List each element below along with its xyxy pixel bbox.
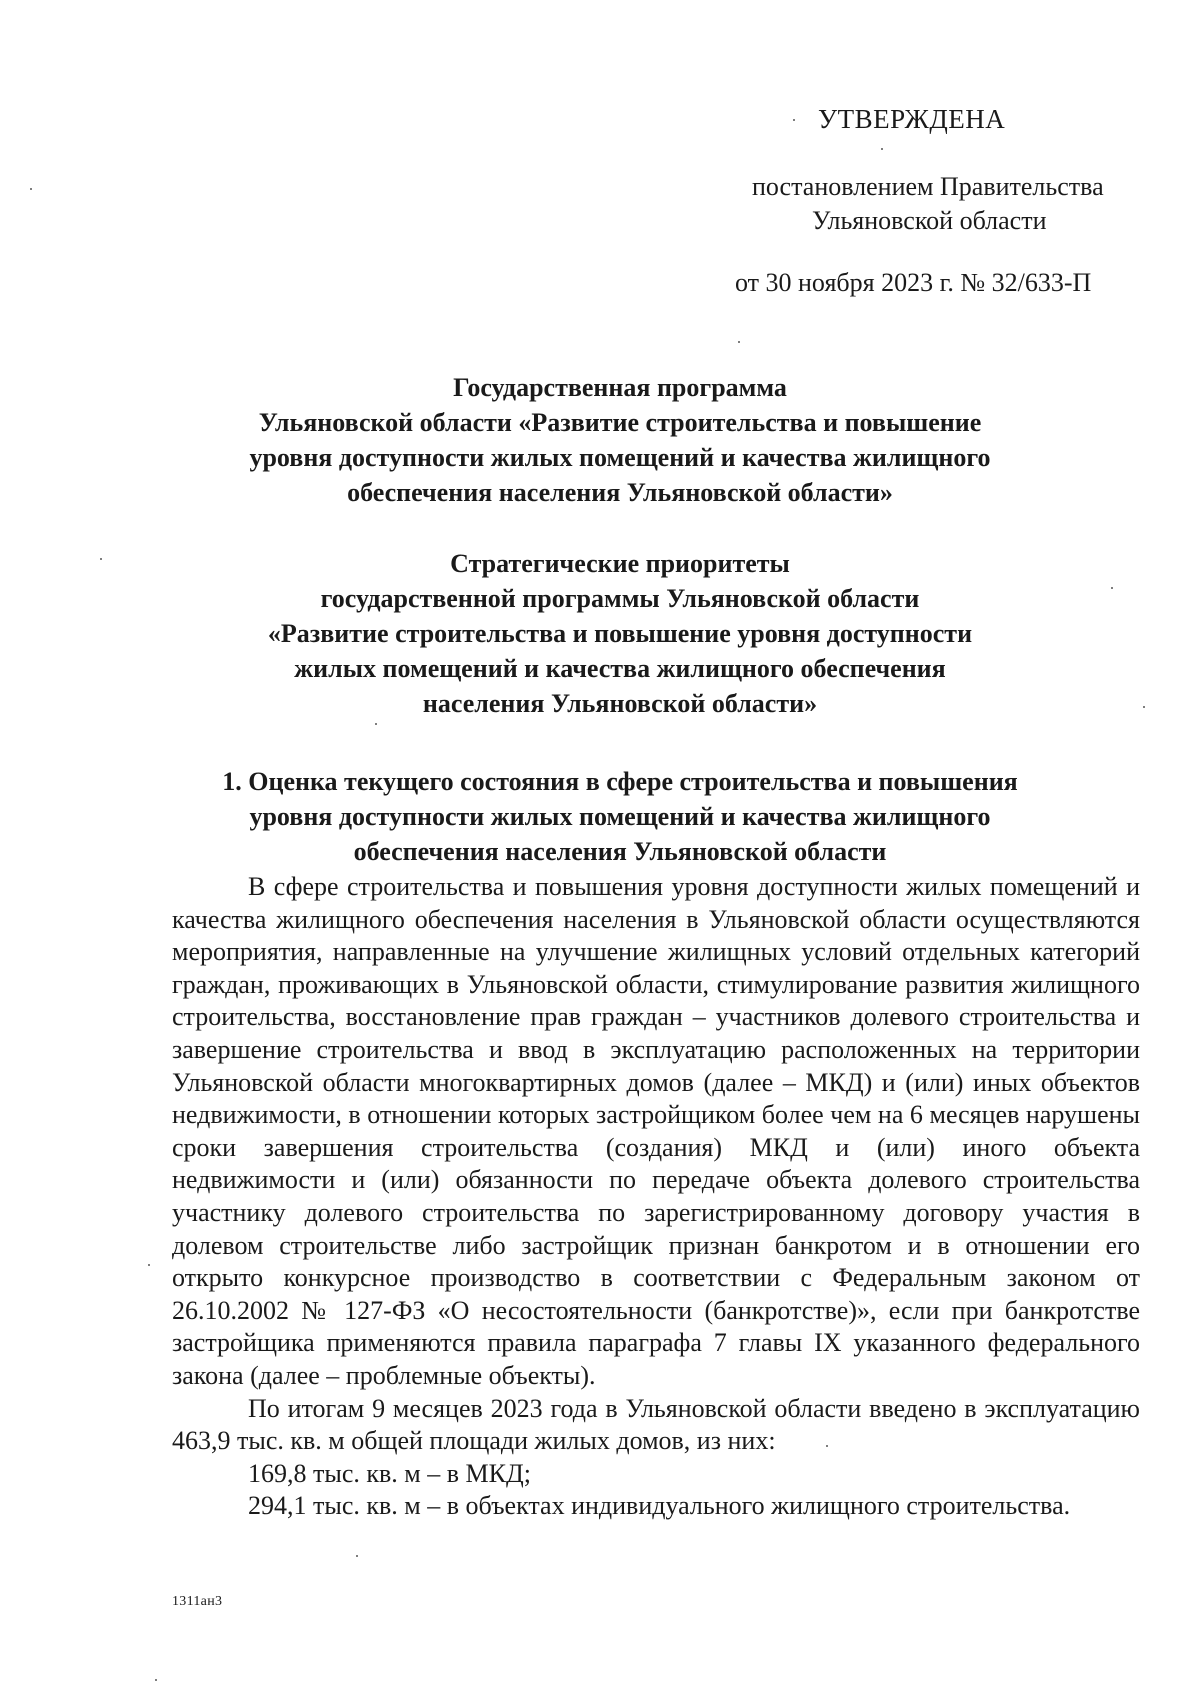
priorities-title-line: «Развитие строительства и повышение уровня доступности <box>267 619 973 648</box>
document-headings <box>150 370 1090 869</box>
list-item-individual: 294,1 тыс. кв. м – в объектах индивидуального жилищного строительства. <box>248 1491 1071 1521</box>
program-title-line: Государственная программа <box>453 373 787 402</box>
program-title-line: обеспечения населения Ульяновской области» <box>347 478 893 507</box>
section-title <box>150 764 1090 869</box>
body-text <box>172 871 1140 1523</box>
document-code: 1311ан3 <box>172 1594 223 1609</box>
body-paragraph-1: В сфере строительства и повышения уровня доступности жилых помещений и качества жилищного обеспечения населения в Ульяновской области осуществляются мероприятия, направленные на улучшение жилищных условий отдельных категорий граждан, проживающих в Ульяновской области, стимулирование развития жилищного строительства, восстановление прав граждан – участников долевого строительства и завершение строительства и ввод в эксплуатацию расположенных на территории Ульяновской области многоквартирных домов (далее – МКД) и (или) иных объектов недвижимости, в отношении которых застройщиком более чем на 6 месяцев нарушены сроки завершения строительства (создания) МКД и (или) иного объекта недвижимости и (или) обязанности по передаче объекта долевого строительства участнику долевого строительства по зарегистрированному договору участия в долевом строительстве либо застройщик признан банкротом и в отношении его открыто конкурсное производство в соответствии с Федеральным законом от 26.10.2002 № 127-ФЗ «О несостоятельности (банкротстве)», если при банкротстве застройщика применяются правила параграфа 7 главы IX указанного федерального закона (далее – проблемные объекты). <box>172 872 1140 1390</box>
scan-speck <box>100 558 102 560</box>
body-paragraph-2: По итогам 9 месяцев 2023 года в Ульяновской области введено в эксплуатацию 463,9 тыс. кв. м общей площади жилых домов, из них: <box>172 1393 1140 1456</box>
program-title-line: Ульяновской области «Развитие строительства и повышение <box>258 408 982 437</box>
section-title-line: 1. Оценка текущего состояния в сфере строительства и повышения <box>222 767 1018 796</box>
approval-title: УТВЕРЖДЕНА <box>818 104 1006 134</box>
scan-speck <box>881 148 883 150</box>
section-title-line: обеспечения населения Ульяновской области <box>353 837 887 866</box>
approval-date-number: от 30 ноября 2023 г. № 32/633-П <box>735 268 1092 297</box>
scan-speck <box>793 119 795 121</box>
approval-region-line: Ульяновской области <box>812 206 1047 235</box>
scan-speck <box>30 188 32 190</box>
program-title <box>150 370 1090 510</box>
scan-speck <box>155 1679 157 1681</box>
list-item-mkd: 169,8 тыс. кв. м – в МКД; <box>248 1458 531 1488</box>
scan-speck <box>148 1264 150 1266</box>
scan-speck <box>1111 587 1113 589</box>
scan-speck <box>826 1445 828 1447</box>
scan-speck <box>738 341 740 343</box>
program-title-line: уровня доступности жилых помещений и качества жилищного <box>249 443 991 472</box>
priorities-title-line: населения Ульяновской области» <box>422 689 818 718</box>
scan-speck <box>375 723 377 725</box>
priorities-title-line: государственной программы Ульяновской области <box>320 584 920 613</box>
section-title-line: уровня доступности жилых помещений и качества жилищного <box>249 802 991 831</box>
priorities-title <box>150 546 1090 721</box>
priorities-title-line: жилых помещений и качества жилищного обеспечения <box>294 654 946 683</box>
approval-resolution-line: постановлением Правительства <box>752 172 1104 201</box>
scan-speck <box>1143 706 1145 708</box>
scan-speck <box>356 1555 358 1557</box>
priorities-title-line: Стратегические приоритеты <box>450 549 790 578</box>
